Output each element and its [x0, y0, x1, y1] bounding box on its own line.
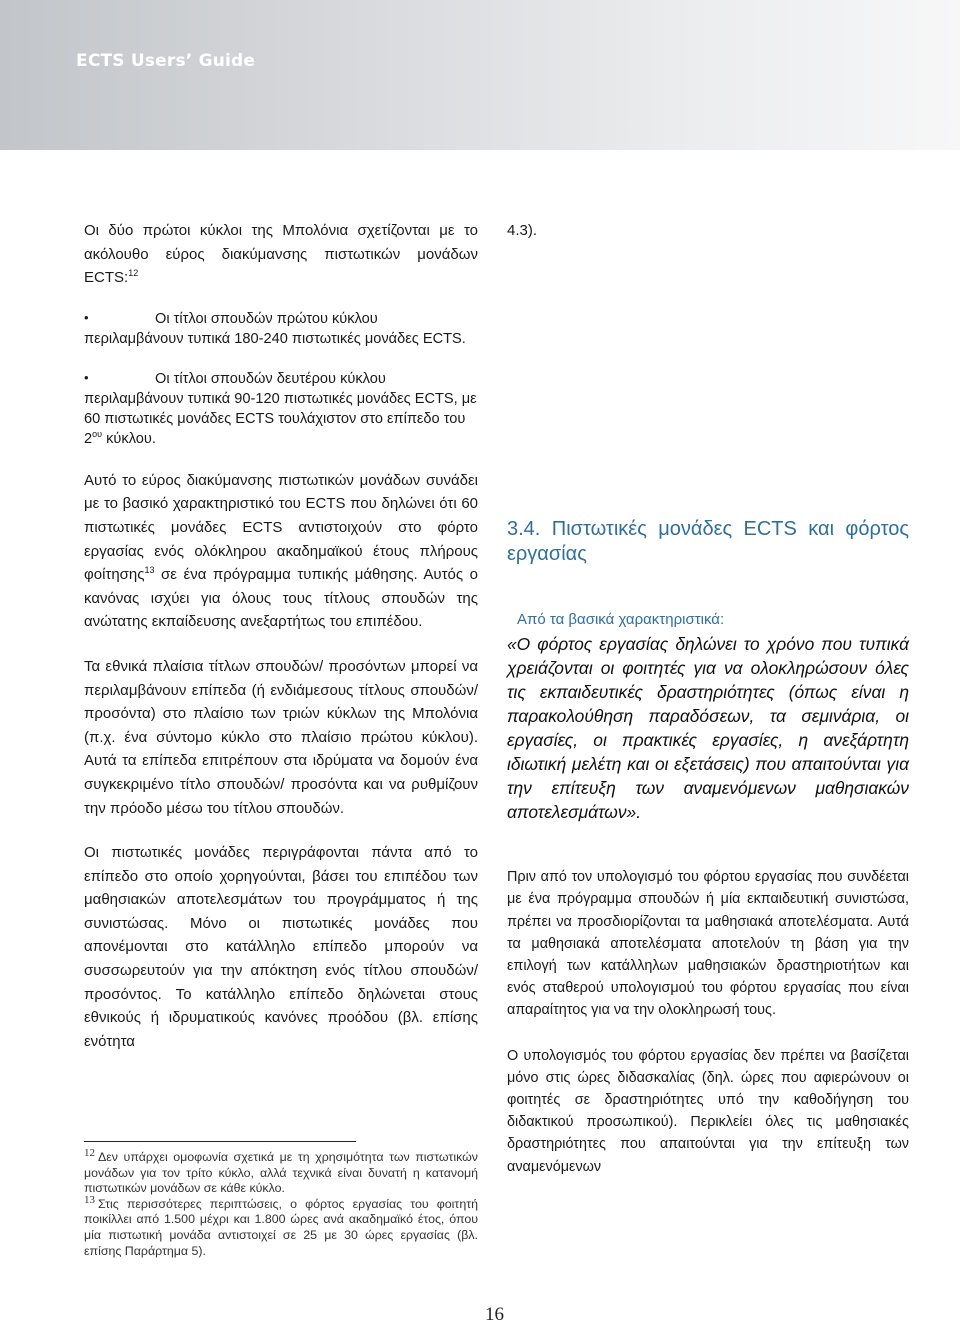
left-column	[84, 219, 478, 1053]
footnote-12	[84, 1147, 478, 1197]
bullet-icon: •	[84, 309, 89, 325]
bullet-item-second-cycle	[84, 369, 478, 449]
key-feature-quote: «Ο φόρτος εργασίας δηλώνει το χρόνο που τυπικά χρειάζονται οι φοιτητές για να ολοκληρώσουν όλες τις εκπαιδευτικές δραστηριότητες (όπως είναι η παρακολούθηση παραδόσεων, τα σεμινάρια, οι εργασίες, οι πρακτικές εργασίες, η ανεξάρτητη ιδιωτική μελέτη και οι εξετάσεις) που απαιτούνται για την επίτευξη των αναμενόμενων μαθησιακών αποτελεσμάτων».	[507, 634, 909, 823]
national-frameworks-paragraph: Τα εθνικά πλαίσια τίτλων σπουδών/ προσόντων μπορεί να περιλαμβάνουν επίπεδα (ή ενδιάμεσους τίτλους σπουδών/ προσόντα) στο πλαίσιο των τριών κύκλων της Μπολόνια (π.χ. ένα σύντομο κύκλο στο πλαίσιο πρώτου κύκλου). Αυτά τα επίπεδα επιτρέπουν στα ιδρύματα να δομούν ένα συγκεκριμένο τίτλο σπουδών/ προσόντα και να ρυθμίζουν την πρόοδο μέσω του τίτλου σπουδών.	[84, 657, 478, 817]
credit-range-paragraph: Αυτό το εύρος διακύμανσης πιστωτικών μονάδων συνάδει με το βασικό χαρακτηριστικό του ECTS που δηλώνει ότι 60 πιστωτικές μονάδες ECTS αντιστοιχούν στο φόρτο εργασίας ενός ολόκληρου ακαδημαϊκού έτους πλήρους φοίτησης$^{13}$ σε ένα πρόγραμμα τυπικής μάθησης. Αυτός ο κανόνας ισχύει για όλους τους τίτλους σπουδών της ανώτατης εκπαίδευσης ανεξαρτήτως του επιπέδου.	[84, 471, 478, 631]
footnote-number: 13	[84, 1193, 95, 1206]
footnote-ref-13[interactable]: 13	[144, 565, 155, 576]
credit-level-paragraph: Οι πιστωτικές μονάδες περιγράφονται πάντα από το επίπεδο στο οποίο χορηγούνται, βάσει του επιπέδου των μαθησιακών αποτελεσμάτων του προγράμματος ή της συνιστώσας. Μόνο οι πιστωτικές μονάδες που απονέμονται στο κατάλληλο επίπεδο μπορούν να συσσωρευτούν για την απόκτηση ενός τίτλου σπουδών/ προσόντος. Το κατάλληλο επίπεδο δηλώνεται στους εθνικούς ή ιδρυματικούς κανόνες προόδου (βλ. επίσης ενότητα	[84, 844, 478, 1050]
footnote-number: 12	[84, 1147, 95, 1159]
intro-text: Οι δύο πρώτοι κύκλοι της Μπολόνια σχετίζονται με το ακόλουθο εύρος διακύμανσης πιστωτικών μονάδων ECTS:	[84, 222, 478, 287]
footnote-text: Δεν υπάρχει ομοφωνία σχετικά με τη χρησιμότητα των πιστωτικών μονάδων για τον τρίτο κύκλο, αλλά τεχνικά είναι δυνατή η κατανομή πιστωτικών μονάδων σε κάθε κύκλο.	[84, 1150, 478, 1196]
guide-title: ECTS Users’ Guide	[76, 51, 256, 71]
section-heading: 3.4. Πιστωτικές μονάδες ECTS και φόρτος εργασίας	[507, 517, 909, 565]
bullet-text: Οι τίτλοι σπουδών δευτέρου κύκλου περιλαμβάνουν τυπικά 90-120 πιστωτικές μονάδες ECTS, με 60 πιστωτικές μονάδες ECTS τουλάχιστον στο επίπεδο του $2^{o\upsilon}$ κύκλου.	[84, 370, 477, 447]
bullet-item-first-cycle	[84, 309, 478, 349]
ordinal-superscript: ου	[92, 428, 103, 439]
footnote-13	[84, 1193, 478, 1259]
quote-intro: Από τα βασικά χαρακτηριστικά:	[517, 610, 725, 628]
page-number: 16	[485, 1304, 504, 1325]
intro-paragraph	[84, 219, 478, 290]
footnote-ref-12[interactable]: 12	[128, 268, 139, 279]
right-column	[507, 219, 909, 1201]
continued-text: 4.3).	[507, 222, 538, 239]
footnotes	[84, 1147, 478, 1259]
bullet-text: Οι τίτλοι σπουδών πρώτου κύκλου περιλαμβάνουν τυπικά 180-240 πιστωτικές μονάδες ECTS.	[84, 310, 466, 347]
workload-calculation-paragraph: Ο υπολογισμός του φόρτου εργασίας δεν πρέπει να βασίζεται μόνο στις ώρες διδασκαλίας (δηλ. ώρες που αφιερώνουν οι φοιτητές σε δραστηριότητες υπό την καθοδήγηση του διδακτικού προσωπικού). Περικλείει όλες τις μαθησιακές δραστηριότητες που απαιτούνται για την επίτευξη των αναμενόμενων	[507, 1047, 909, 1175]
bullet-icon: •	[84, 369, 89, 385]
footnote-text: Στις περισσότερες περιπτώσεις, ο φόρτος εργασίας του φοιτητή ποικίλλει από 1.500 μέχρι και 1.800 ώρες ανά ακαδημαϊκό έτος, όπου μία πιστωτική μονάδα αντιστοιχεί σε 25 με 30 ώρες εργασίας (βλ. επίσης Παράρτημα 5).	[84, 1196, 478, 1258]
footnote-divider	[84, 1141, 356, 1142]
header-band	[0, 0, 960, 150]
learning-outcomes-paragraph: Πριν από τον υπολογισμό του φόρτου εργασίας που συνδέεται με ένα πρόγραμμα σπουδών ή μία εκπαιδευτική συνιστώσα, πρέπει να προσδιορίζονται τα μαθησιακά αποτελέσματα. Αυτά τα μαθησιακά αποτελέσματα αποτελούν τη βάση για την επιλογή των κατάλληλων μαθησιακών δραστηριοτήτων και ενός σταθερού υπολογισμού του φόρτου εργασίας που είναι απαραίτητος για να την ολοκληρωσή τους.	[507, 869, 909, 1019]
